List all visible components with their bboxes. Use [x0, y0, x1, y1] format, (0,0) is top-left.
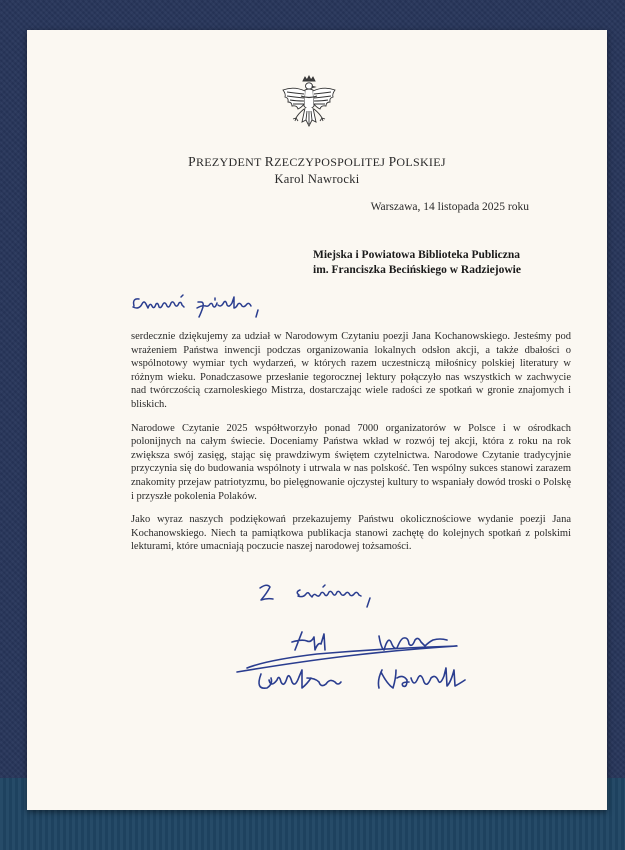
polish-eagle-emblem-icon	[278, 74, 340, 144]
office-title-part: P	[188, 154, 196, 169]
recipient-address	[313, 248, 573, 278]
body-paragraph: Narodowe Czytanie 2025 współtworzyło ponad 7000 organizatorów w Polsce i w ośrodkach polonijnych na całym świecie. Doceniamy Państwa wkład w rozwój tej akcji, która z roku na rok zwiększa swój zasięg, stając się prawdziwym świętem czytelnictwa. Narodowe Czytanie tradycyjnie przyczynia się do budowania wspólnoty i utrwala w nas polskość. Ten wspólny sukces stanowi zarazem znakomity przejaw patriotyzmu, bo pielęgnowanie ojczystej kultury to wspaniały dowód troski o Polskę i przyszłe pokolenia Polaków.	[131, 422, 571, 502]
office-title-part: OLSKIEJ	[396, 155, 446, 169]
office-title	[27, 154, 607, 170]
handwritten-salutation	[130, 286, 300, 326]
recipient-line: Miejska i Powiatowa Biblioteka Publiczna	[313, 249, 520, 261]
date-line: Warszawa, 14 listopada 2025 roku	[370, 201, 529, 213]
recipient-line: im. Franciszka Becińskiego w Radziejowie	[313, 264, 521, 276]
office-title-part: REZYDENT	[195, 155, 265, 169]
office-title-part: P	[388, 154, 397, 169]
office-title-part: ZECZYPOSPOLITEJ	[274, 155, 389, 169]
handwritten-closing	[257, 575, 427, 615]
body-paragraph: Jako wyraz naszych podziękowań przekazujemy Państwu okolicznościowe wydanie poezji Jana Kochanowskiego. Niech ta pamiątkowa publikacja stanowi zachętę do kolejnych spotkań z polskimi lekturami, które umacniają poczucie naszej narodowej tożsamości.	[131, 514, 571, 553]
handwritten-signature	[207, 622, 477, 712]
letter-body	[131, 330, 571, 564]
body-paragraph: serdecznie dziękujemy za udział w Narodowym Czytaniu poezji Jana Kochanowskiego. Jesteśmy pod wrażeniem Państwa inwencji podczas organizowania lokalnych odsłon akcji, a także dbałości o wspólnotowy wymiar tych wydarzeń, w których razem uczestniczą miłośnicy polskiej literatury w różnym wieku. Ponadczasowe przesłanie tegorocznej lektury połączyło nas wszystkich w zachwycie nad twórczością czarnoleskiego Mistrza, dostarczając wiele radości ze spotkań w gronie znajomych i bliskich.	[131, 331, 571, 410]
office-holder-name: Karol Nawrocki	[274, 172, 360, 186]
office-title-part: R	[264, 154, 275, 169]
letter-sheet	[27, 30, 607, 810]
